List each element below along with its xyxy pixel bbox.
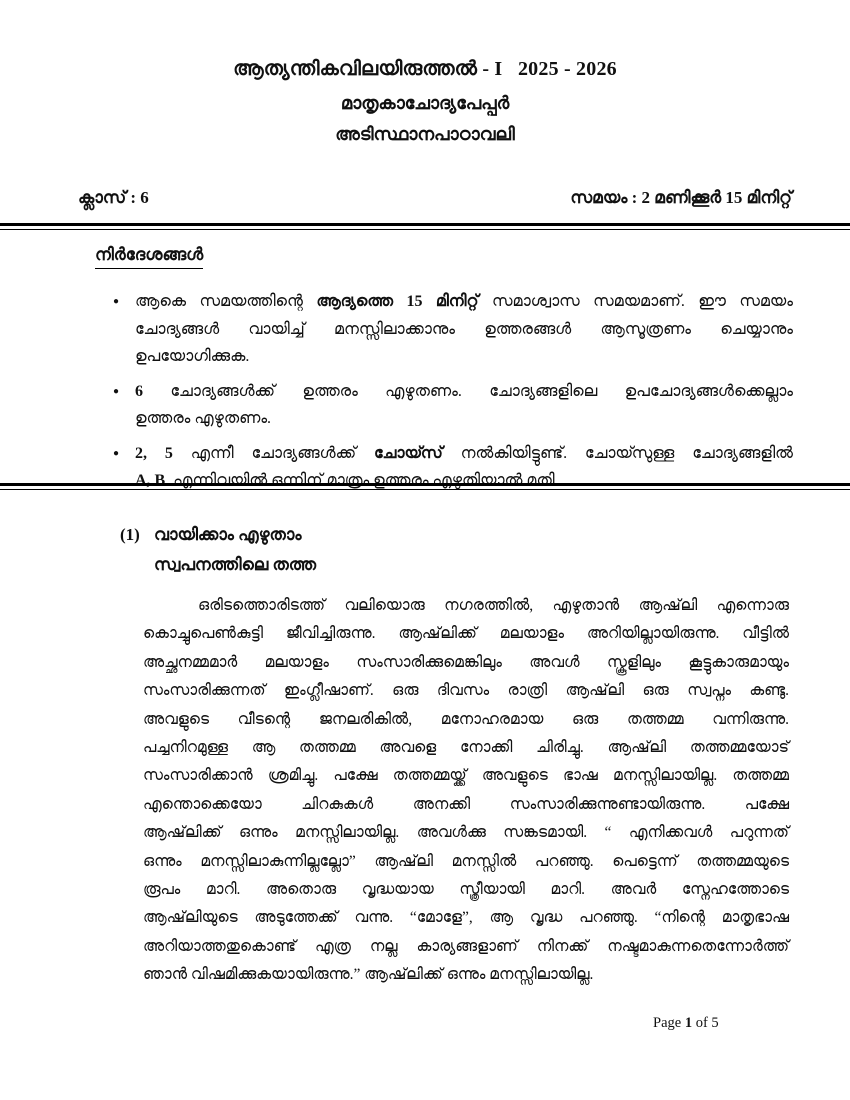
passage-line: ആഷ്‌ലിയുടെ അടുത്തേക്ക് വന്നു. “മോളേ”, ആ വൃദ്ധ പറഞ്ഞു. “നിന്റെ മാതൃഭാഷ <box>143 909 789 927</box>
divider-top <box>0 223 850 230</box>
bullet-line: 2, 5 എന്നീ ചോദ്യങ്ങൾക്ക് ചോയ്സ് നൽകിയിട്ടുണ്ട്. ചോയ്സുള്ള ചോദ്യങ്ങളിൽ <box>135 444 793 462</box>
passage-line: പച്ചനിറമുള്ള ആ തത്തമ്മ അവളെ നോക്കി ചിരിച്ചു. ആഷ്‌ലി തത്തമ്മയോട് <box>143 739 789 757</box>
bullet-line: ഉത്തരം എഴുതണം. <box>135 410 272 427</box>
doc-title-line-2: മാതൃകാചോദ്യപേപ്പർ <box>340 93 510 113</box>
passage-line: രൂപം മാറി. അതൊരു വൃദ്ധയായ സ്ത്രീയായി മാറി. അവർ സ്നേഹത്തോടെ <box>143 881 789 899</box>
instruction-bullet <box>113 288 793 371</box>
bullet-text <box>135 378 793 433</box>
question-title: വായിക്കാം എഴുതാം <box>154 525 302 544</box>
passage-line: സംസാരിക്കാൻ ശ്രമിച്ചു. പക്ഷേ തത്തമ്മയ്ക്ക് അവളുടെ ഭാഷ മനസ്സിലായില്ല. തത്തമ്മ <box>143 767 789 785</box>
question-title-row <box>120 520 790 550</box>
instructions-heading: നിർദേശങ്ങൾ <box>95 245 203 269</box>
doc-title-line-1: ആത്യന്തികവിലയിരുത്തൽ - I 2025 - 2026 <box>233 58 617 80</box>
passage-line: അറിയാത്തതുകൊണ്ട് എത്ര നല്ല കാര്യങ്ങളാണ് നിനക്ക് നഷ്ടമാകുന്നതെന്നോർത്ത് <box>143 937 789 955</box>
bullet-icon: ● <box>113 296 120 307</box>
passage-line: കൊച്ചുപെൺകുട്ടി ജീവിച്ചിരുന്നു. ആഷ്‌ലിക്ക് മലയാളം അറിയില്ലായിരുന്നു. വീട്ടിൽ <box>143 625 789 643</box>
question-number: (1) <box>120 525 140 544</box>
passage-line: ഞാൻ വിഷമിക്കുകയായിരുന്നു.” ആഷ്‌ലിക്ക് ഒന്നും മനസ്സിലായില്ല. <box>143 966 594 984</box>
bullet-line: 6 ചോദ്യങ്ങൾക്ക് ഉത്തരം എഴുതണം. ചോദ്യങ്ങളിലെ ഉപചോദ്യങ്ങൾക്കെല്ലാം <box>135 382 793 400</box>
bullet-line: ചോദ്യങ്ങൾ വായിച്ച് മനസ്സിലാക്കാനും ഉത്തരങ്ങൾ ആസൂത്രണം ചെയ്യാനും <box>135 320 793 338</box>
passage-line: ഒന്നും മനസ്സിലാകുന്നില്ലല്ലോ” ആഷ്‌ലി മനസ്സിൽ പറഞ്ഞു. പെട്ടെന്ന് തത്തമ്മയുടെ <box>143 852 789 870</box>
passage <box>143 592 789 990</box>
instruction-bullet <box>113 378 793 433</box>
bullet-line: ആകെ സമയത്തിന്റെ ആദ്യത്തെ 15 മിനിറ്റ് സമാശ്വാസ സമയമാണ്. ഈ സമയം <box>135 293 793 310</box>
bullet-line: ഉപയോഗിക്കുക. <box>135 348 250 365</box>
question-section <box>120 520 790 580</box>
doc-title-line-3: അടിസ്ഥാനപാഠാവലി <box>335 124 515 144</box>
document-header <box>0 58 850 145</box>
passage-line: ഒരിടത്തൊരിടത്ത് വലിയൊരു നഗരത്തിൽ, എഴുതാൻ ആഷ്‌ലി എന്നൊരു <box>198 597 789 614</box>
passage-line: ആഷ്‌ലിക്ക് ഒന്നും മനസ്സിലായില്ല. അവൾക്കു സങ്കടമായി. “ എനിക്കവൾ പറുന്നത് <box>143 824 789 842</box>
passage-line: എന്തൊക്കെയോ ചിറകുകൾ അനക്കി സംസാരിക്കുന്നുണ്ടായിരുന്നു. പക്ഷേ <box>143 795 789 813</box>
divider-bottom <box>0 483 850 490</box>
time-label: സമയം : 2 മണിക്കൂർ 15 മിനിറ്റ് <box>570 188 792 207</box>
passage-line: സംസാരിക്കുന്നത് ഇംഗ്ലീഷാണ്. ഒരു ദിവസം രാത്രി ആഷ്‌ലി ഒരു സ്വപ്നം കണ്ടു. <box>143 682 789 700</box>
page-footer <box>653 1015 719 1032</box>
bullet-icon: ● <box>113 385 120 397</box>
class-label: ക്ലാസ് : 6 <box>78 188 149 207</box>
bullet-icon: ● <box>113 447 120 459</box>
page-number: Page 1 of 5 <box>653 1015 719 1031</box>
instructions-list <box>113 288 793 502</box>
passage-line: അവളുടെ വീടന്റെ ജനലരികിൽ, മനോഹരമായ ഒരു തത്തമ്മ വന്നിരുന്നു. <box>143 710 789 728</box>
class-time-row <box>78 188 792 208</box>
passage-line: അച്ഛനമ്മമാർ മലയാളം സംസാരിക്കുമെങ്കിലും അവൾ സ്കൂളിലും കൂട്ടുകാരുമായും <box>143 653 789 671</box>
question-subtitle: സ്വപനത്തിലെ തത്ത <box>154 555 317 574</box>
bullet-text <box>135 288 793 371</box>
bullet-line: A, B എന്നിവയിൽ ഒന്നിന് മാത്രം ഉത്തരം എഴുതിയാൽ മതി. <box>135 472 559 489</box>
